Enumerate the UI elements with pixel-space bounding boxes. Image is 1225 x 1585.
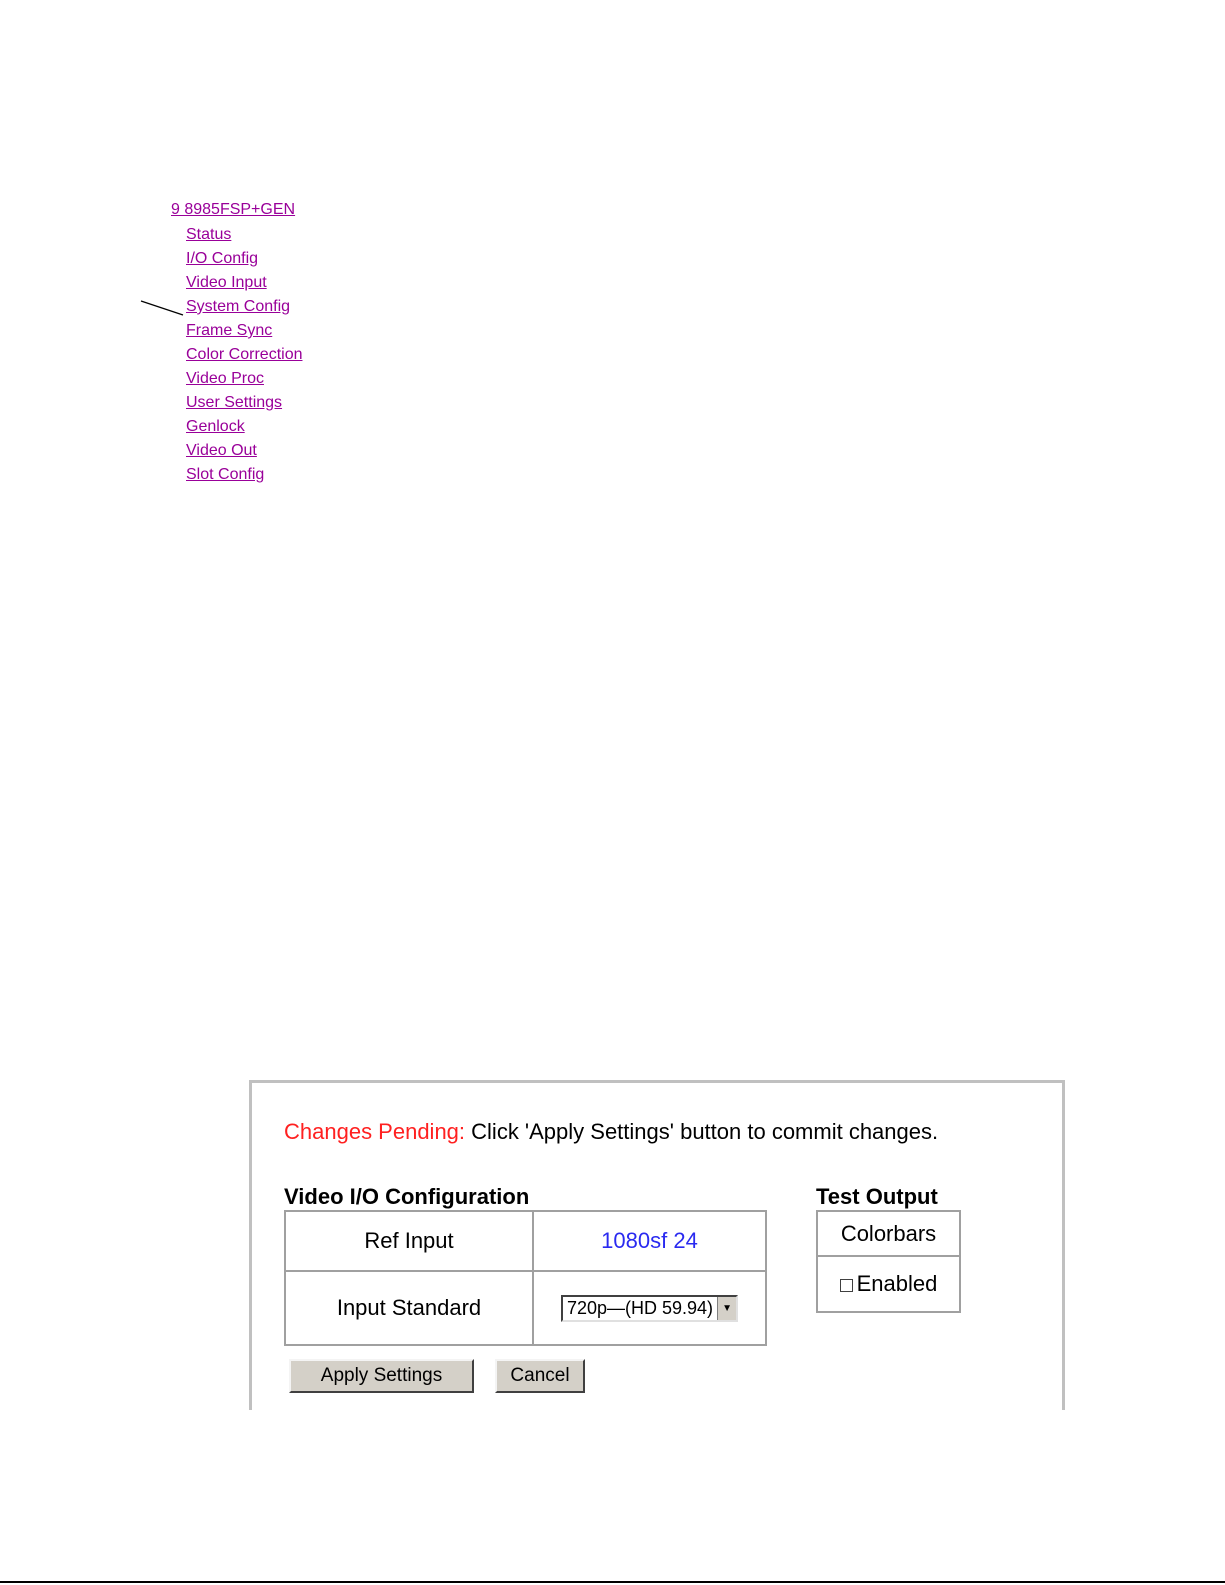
page-footer-rule [0, 1581, 1225, 1583]
colorbars-enabled-label: Enabled [856, 1271, 938, 1296]
nav-device-root-link[interactable]: 9 8985FSP+GEN [171, 201, 296, 218]
device-nav-tree [0, 0, 400, 500]
table-row-ref-input [285, 1211, 766, 1271]
nav-link-io-config[interactable]: I/O Config [186, 250, 259, 267]
system-config-panel [249, 1080, 1065, 1410]
test-output-title: Test Output [816, 1184, 938, 1209]
table-row-colorbars [817, 1211, 960, 1256]
video-io-config-table [284, 1210, 767, 1346]
nav-link-color-correction[interactable]: Color Correction [186, 346, 303, 363]
apply-settings-button[interactable]: Apply Settings [289, 1359, 474, 1393]
nav-link-genlock[interactable]: Genlock [186, 418, 245, 435]
changes-pending-text: Click 'Apply Settings' button to commit changes. [471, 1119, 939, 1144]
changes-pending-label: Changes Pending: [284, 1119, 466, 1144]
dropdown-arrow-icon[interactable]: ▼ [717, 1297, 736, 1320]
input-standard-label: Input Standard [285, 1271, 533, 1345]
changes-pending-message [284, 1119, 938, 1145]
nav-link-user-settings[interactable]: User Settings [186, 394, 283, 411]
colorbars-label: Colorbars [817, 1211, 960, 1256]
video-io-config-title: Video I/O Configuration [284, 1184, 530, 1209]
input-standard-select[interactable] [561, 1295, 738, 1322]
input-standard-selected-value: 720p—(HD 59.94) [566, 1297, 714, 1318]
nav-link-video-out[interactable]: Video Out [186, 442, 257, 459]
callout-pointer-line [140, 300, 188, 320]
ref-input-value: 1080sf 24 [533, 1211, 766, 1271]
colorbars-enabled-cell [817, 1256, 960, 1312]
ref-input-label: Ref Input [285, 1211, 533, 1271]
table-row-input-standard [285, 1271, 766, 1345]
table-row-enabled [817, 1256, 960, 1312]
nav-link-video-proc[interactable]: Video Proc [186, 370, 264, 387]
nav-link-video-input[interactable]: Video Input [186, 274, 267, 291]
nav-link-system-config[interactable]: System Config [186, 298, 291, 315]
input-standard-cell [533, 1271, 766, 1345]
nav-link-slot-config[interactable]: Slot Config [186, 466, 265, 483]
nav-link-frame-sync[interactable]: Frame Sync [186, 322, 273, 339]
nav-link-status[interactable]: Status [186, 226, 232, 243]
colorbars-enabled-checkbox[interactable] [840, 1279, 853, 1292]
test-output-table [816, 1210, 961, 1313]
cancel-button[interactable]: Cancel [495, 1359, 585, 1393]
